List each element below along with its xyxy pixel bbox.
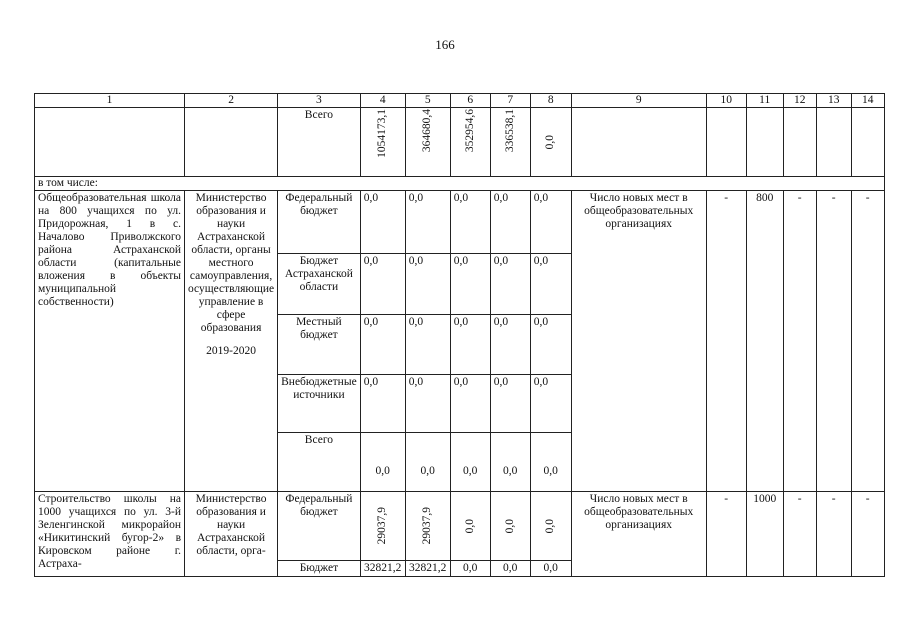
value-cell: 0,0	[490, 433, 530, 492]
project-executor: Министерство образования и науки Астраханской области, орга-	[185, 492, 278, 577]
funding-source: Всего	[278, 433, 361, 492]
value-cell: 0,0	[530, 191, 571, 254]
value-cell: 32821,2	[360, 561, 405, 577]
col-header: 12	[783, 94, 816, 108]
value-cell: 0,0	[490, 375, 530, 433]
project-executor: Министерство образования и науки Астраханской области, органы местного самоуправления, осуществляющие управление в сфере образования	[188, 192, 275, 334]
funding-source: Бюджет	[278, 561, 361, 577]
value-cell: 0,0	[490, 254, 530, 315]
value-cell: 29037,9	[421, 507, 434, 545]
total-value: 1054173,1	[376, 109, 389, 158]
value-cell: 0,0	[450, 254, 490, 315]
funding-source: Федеральный бюджет	[278, 191, 361, 254]
value-cell: 0,0	[530, 315, 571, 375]
value-cell: 0,0	[450, 561, 490, 577]
total-value: 364680,4	[421, 109, 434, 153]
value-cell: 0,0	[530, 433, 571, 492]
indicator-value: -	[816, 492, 851, 577]
subheader-row	[35, 177, 885, 191]
indicator-value: -	[783, 191, 816, 492]
project-name: Строительство школы на 1000 учащихся по ул. 3-й Зеленгинской микрорайон «Никитинский бугор-2» в Кировском районе г. Астраха-	[35, 492, 185, 577]
value-cell: 29037,9	[376, 507, 389, 545]
value-cell: 0,0	[360, 254, 405, 315]
value-cell: 0,0	[405, 375, 450, 433]
value-cell: 0,0	[405, 254, 450, 315]
total-value: 352954,6	[463, 109, 476, 153]
project-name: Общеобразовательная школа на 800 учащихся по ул. Придорожная, 1 в с. Началово Приволжского района Астраханской области (капитальные вложения в объекты муниципальной собственности)	[35, 191, 185, 492]
value-cell: 0,0	[405, 191, 450, 254]
col-header: 13	[816, 94, 851, 108]
funding-source: Бюджет Астраханской области	[278, 254, 361, 315]
value-cell: 0,0	[503, 518, 516, 534]
project-row	[35, 492, 885, 561]
value-cell: 0,0	[405, 433, 450, 492]
col-header: 14	[851, 94, 884, 108]
col-header: 1	[35, 94, 185, 108]
indicator-value: -	[851, 492, 884, 577]
total-value: 336538,1	[503, 109, 516, 153]
indicator-name: Число новых мест в общеобразовательных организациях	[571, 191, 706, 492]
col-header: 9	[571, 94, 706, 108]
funding-source: Федеральный бюджет	[278, 492, 361, 561]
page-number: 166	[435, 37, 455, 52]
value-cell: 0,0	[360, 433, 405, 492]
col-header: 6	[450, 94, 490, 108]
value-cell: 0,0	[360, 191, 405, 254]
total-row	[35, 108, 885, 177]
col-header: 4	[360, 94, 405, 108]
col-header: 10	[706, 94, 746, 108]
indicator-value: 1000	[746, 492, 783, 577]
indicator-value: -	[816, 191, 851, 492]
funding-source: Внебюджетные источники	[278, 375, 361, 433]
funding-source: Местный бюджет	[278, 315, 361, 375]
value-cell: 0,0	[490, 191, 530, 254]
value-cell: 0,0	[450, 191, 490, 254]
value-cell: 32821,2	[405, 561, 450, 577]
value-cell: 0,0	[530, 561, 571, 577]
indicator-value: -	[706, 492, 746, 577]
indicator-value: -	[706, 191, 746, 492]
value-cell: 0,0	[450, 433, 490, 492]
value-cell: 0,0	[450, 315, 490, 375]
total-label: Всего	[278, 108, 361, 177]
value-cell: 0,0	[530, 254, 571, 315]
indicator-value: 800	[746, 191, 783, 492]
value-cell: 0,0	[530, 375, 571, 433]
indicator-value: -	[851, 191, 884, 492]
value-cell: 0,0	[490, 561, 530, 577]
project-executor-cell	[185, 191, 278, 492]
value-cell: 0,0	[490, 315, 530, 375]
project-row	[35, 191, 885, 254]
indicator-name: Число новых мест в общеобразовательных организациях	[571, 492, 706, 577]
col-header: 8	[530, 94, 571, 108]
col-header: 2	[185, 94, 278, 108]
total-value: 0,0	[544, 134, 557, 150]
indicator-value: -	[783, 492, 816, 577]
project-period: 2019-2020	[206, 345, 256, 357]
budget-table	[34, 93, 885, 577]
header-row	[35, 94, 885, 108]
value-cell: 0,0	[463, 518, 476, 534]
col-header: 7	[490, 94, 530, 108]
col-header: 3	[278, 94, 361, 108]
value-cell: 0,0	[405, 315, 450, 375]
value-cell: 0,0	[360, 315, 405, 375]
col-header: 5	[405, 94, 450, 108]
value-cell: 0,0	[450, 375, 490, 433]
subheader: в том числе:	[35, 177, 885, 191]
col-header: 11	[746, 94, 783, 108]
value-cell: 0,0	[360, 375, 405, 433]
value-cell: 0,0	[544, 518, 557, 534]
